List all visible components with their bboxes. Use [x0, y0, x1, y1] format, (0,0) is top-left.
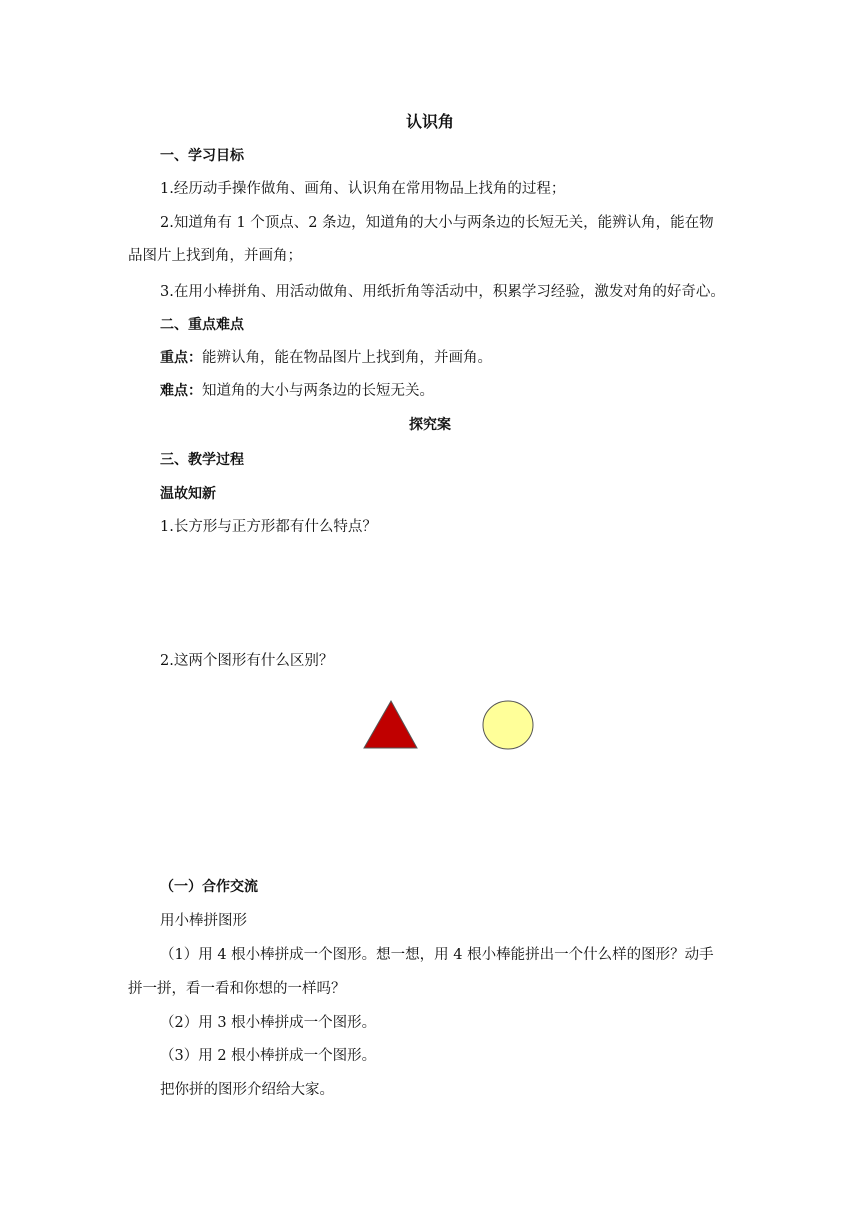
- document-page: 认识角 一、学习目标 1.经历动手操作做角、画角、认识角在常用物品上找角的过程； 2.知道角有 1 个顶点、2 条边，知道角的大小与两条边的长短无关，能辨认角，能在物 品图片上找到角，并画角； 3.在用小棒拼角、用活动做角、用纸折角等活动中，积累学习经验，激发对角的好奇心。 二、重点难点 重点：能辨认角，能在物品图片上找到角，并画角。 难点：知道角的大小与两条边的长短无关。 探究案 三、教学过程 温故知新 1.长方形与正方形都有什么特点？ 2.这两个图形有什么区别？ （一）合作交流 用小棒拼图形 （1）用 4 根小棒拼成一个图形。想一想，用 4 根小棒能拼出一个什么样的图形？动手 拼一拼，看一看和你想的一样吗？ （2）用 3 根小棒拼成一个图形。 （3）用 2 根小棒拼成一个图形。 把你拼的图形介绍给大家。: [0, 0, 860, 1216]
- red-triangle-shape: [360, 697, 422, 753]
- difficulty-text: 知道角的大小与两条边的长短无关。: [202, 383, 434, 399]
- difficulty-label: 难点：: [160, 383, 202, 399]
- document-title: 认识角: [405, 112, 454, 131]
- explore-heading: 探究案: [409, 417, 451, 433]
- key-point-label: 重点：: [160, 350, 202, 366]
- key-point-text: 能辨认角，能在物品图片上找到角，并画角。: [202, 350, 492, 366]
- yellow-circle-shape: [478, 697, 538, 753]
